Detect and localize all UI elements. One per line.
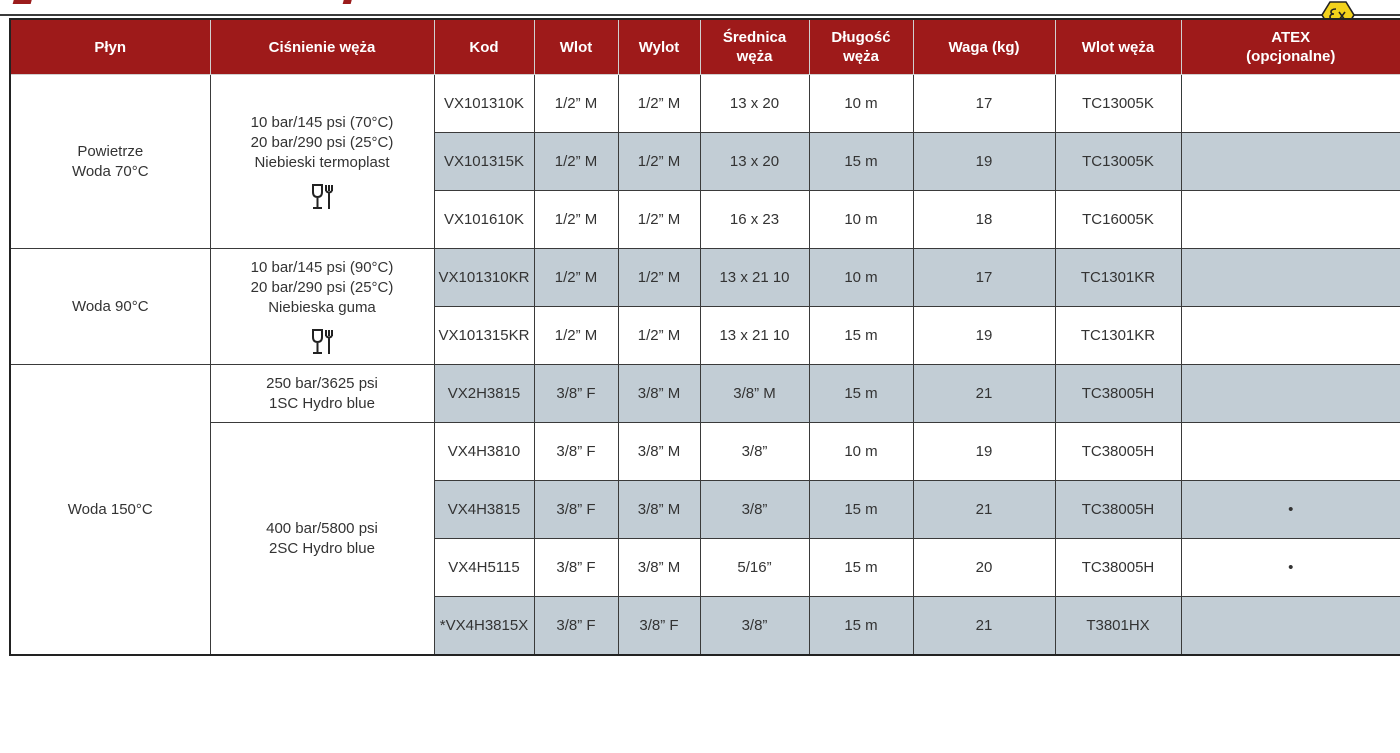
food-safe-icon (310, 183, 334, 211)
hose-inlet-cell: TC38005H (1055, 365, 1181, 423)
outlet-cell: 1/2” M (618, 75, 700, 133)
hose-inlet-cell: TC1301KR (1055, 307, 1181, 365)
weight-cell: 19 (913, 133, 1055, 191)
diameter-cell: 5/16” (700, 539, 809, 597)
weight-cell: 21 (913, 597, 1055, 656)
hose-inlet-cell: TC16005K (1055, 191, 1181, 249)
code-cell: VX4H3810 (434, 423, 534, 481)
diameter-cell: 3/8” (700, 481, 809, 539)
diameter-cell: 16 x 23 (700, 191, 809, 249)
pressure-cell: 400 bar/5800 psi 2SC Hydro blue (210, 423, 434, 656)
outlet-cell: 1/2” M (618, 191, 700, 249)
hose-inlet-cell: TC38005H (1055, 423, 1181, 481)
table-row (10, 365, 1400, 423)
code-cell: VX101315KR (434, 307, 534, 365)
length-cell: 15 m (809, 307, 913, 365)
hose-inlet-cell: TC13005K (1055, 75, 1181, 133)
diameter-cell: 13 x 20 (700, 133, 809, 191)
inlet-cell: 3/8” F (534, 539, 618, 597)
inlet-cell: 1/2” M (534, 75, 618, 133)
heading-fragment-right (343, 0, 354, 4)
diameter-cell: 3/8” M (700, 365, 809, 423)
length-cell: 10 m (809, 191, 913, 249)
length-cell: 15 m (809, 539, 913, 597)
col-header-code: Kod (434, 19, 534, 75)
atex-cell: • (1181, 481, 1400, 539)
inlet-cell: 1/2” M (534, 133, 618, 191)
diameter-cell: 3/8” (700, 423, 809, 481)
diameter-cell: 13 x 20 (700, 75, 809, 133)
weight-cell: 19 (913, 423, 1055, 481)
pressure-cell (210, 75, 434, 249)
food-safe-icon (310, 328, 334, 356)
atex-cell (1181, 133, 1400, 191)
diameter-cell: 3/8” (700, 597, 809, 656)
code-cell: VX101315K (434, 133, 534, 191)
hose-inlet-cell: TC38005H (1055, 481, 1181, 539)
outlet-cell: 3/8” M (618, 423, 700, 481)
pressure-text: 10 bar/145 psi (90°C) 20 bar/290 psi (25°C) Niebieska guma (250, 258, 394, 316)
outlet-cell: 1/2” M (618, 133, 700, 191)
outlet-cell: 3/8” M (618, 365, 700, 423)
length-cell: 10 m (809, 423, 913, 481)
table-row (10, 75, 1400, 133)
length-cell: 15 m (809, 133, 913, 191)
atex-cell (1181, 75, 1400, 133)
inlet-cell: 3/8” F (534, 481, 618, 539)
inlet-cell: 1/2” M (534, 307, 618, 365)
diameter-cell: 13 x 21 10 (700, 307, 809, 365)
atex-cell (1181, 365, 1400, 423)
weight-cell: 21 (913, 481, 1055, 539)
col-header-pressure: Ciśnienie węża (210, 19, 434, 75)
col-header-hose-inlet: Wlot węża (1055, 19, 1181, 75)
inlet-cell: 1/2” M (534, 249, 618, 307)
inlet-cell: 1/2” M (534, 191, 618, 249)
col-header-inlet: Wlot (534, 19, 618, 75)
outlet-cell: 3/8” M (618, 481, 700, 539)
code-cell: VX2H3815 (434, 365, 534, 423)
length-cell: 15 m (809, 365, 913, 423)
header-row (10, 19, 1400, 75)
length-cell: 10 m (809, 75, 913, 133)
pressure-cell (210, 249, 434, 365)
col-header-diameter: Średnica węża (700, 19, 809, 75)
code-cell: VX101610K (434, 191, 534, 249)
code-cell: VX101310K (434, 75, 534, 133)
code-cell: *VX4H3815X (434, 597, 534, 656)
col-header-weight: Waga (kg) (913, 19, 1055, 75)
col-header-fluid: Płyn (10, 19, 210, 75)
outlet-cell: 3/8” F (618, 597, 700, 656)
atex-cell (1181, 423, 1400, 481)
atex-cell: • (1181, 539, 1400, 597)
weight-cell: 17 (913, 75, 1055, 133)
hose-inlet-cell: TC1301KR (1055, 249, 1181, 307)
diameter-cell: 13 x 21 10 (700, 249, 809, 307)
outlet-cell: 1/2” M (618, 307, 700, 365)
heading-fragment-left (13, 0, 34, 4)
col-header-atex: ATEX (opcjonalne) (1181, 19, 1400, 75)
fluid-cell: Powietrze Woda 70°C (10, 75, 210, 249)
weight-cell: 20 (913, 539, 1055, 597)
hose-inlet-cell: T3801HX (1055, 597, 1181, 656)
table-row (10, 423, 1400, 481)
fluid-cell: Woda 90°C (10, 249, 210, 365)
col-header-outlet: Wylot (618, 19, 700, 75)
col-header-length: Długość węża (809, 19, 913, 75)
top-heading-fragment (0, 0, 1400, 18)
hose-inlet-cell: TC38005H (1055, 539, 1181, 597)
pressure-cell: 250 bar/3625 psi 1SC Hydro blue (210, 365, 434, 423)
length-cell: 15 m (809, 597, 913, 656)
weight-cell: 21 (913, 365, 1055, 423)
weight-cell: 19 (913, 307, 1055, 365)
atex-cell (1181, 307, 1400, 365)
weight-cell: 18 (913, 191, 1055, 249)
hose-inlet-cell: TC13005K (1055, 133, 1181, 191)
length-cell: 15 m (809, 481, 913, 539)
outlet-cell: 3/8” M (618, 539, 700, 597)
inlet-cell: 3/8” F (534, 365, 618, 423)
fluid-cell: Woda 150°C (10, 365, 210, 656)
length-cell: 10 m (809, 249, 913, 307)
inlet-cell: 3/8” F (534, 423, 618, 481)
product-spec-table (9, 18, 1400, 656)
outlet-cell: 1/2” M (618, 249, 700, 307)
atex-cell (1181, 249, 1400, 307)
pressure-text: 10 bar/145 psi (70°C) 20 bar/290 psi (25°C) Niebieski termoplast (250, 113, 394, 171)
table-row (10, 249, 1400, 307)
inlet-cell: 3/8” F (534, 597, 618, 656)
code-cell: VX4H3815 (434, 481, 534, 539)
atex-cell (1181, 191, 1400, 249)
heading-rule (0, 14, 1400, 16)
code-cell: VX101310KR (434, 249, 534, 307)
atex-cell (1181, 597, 1400, 656)
weight-cell: 17 (913, 249, 1055, 307)
code-cell: VX4H5115 (434, 539, 534, 597)
